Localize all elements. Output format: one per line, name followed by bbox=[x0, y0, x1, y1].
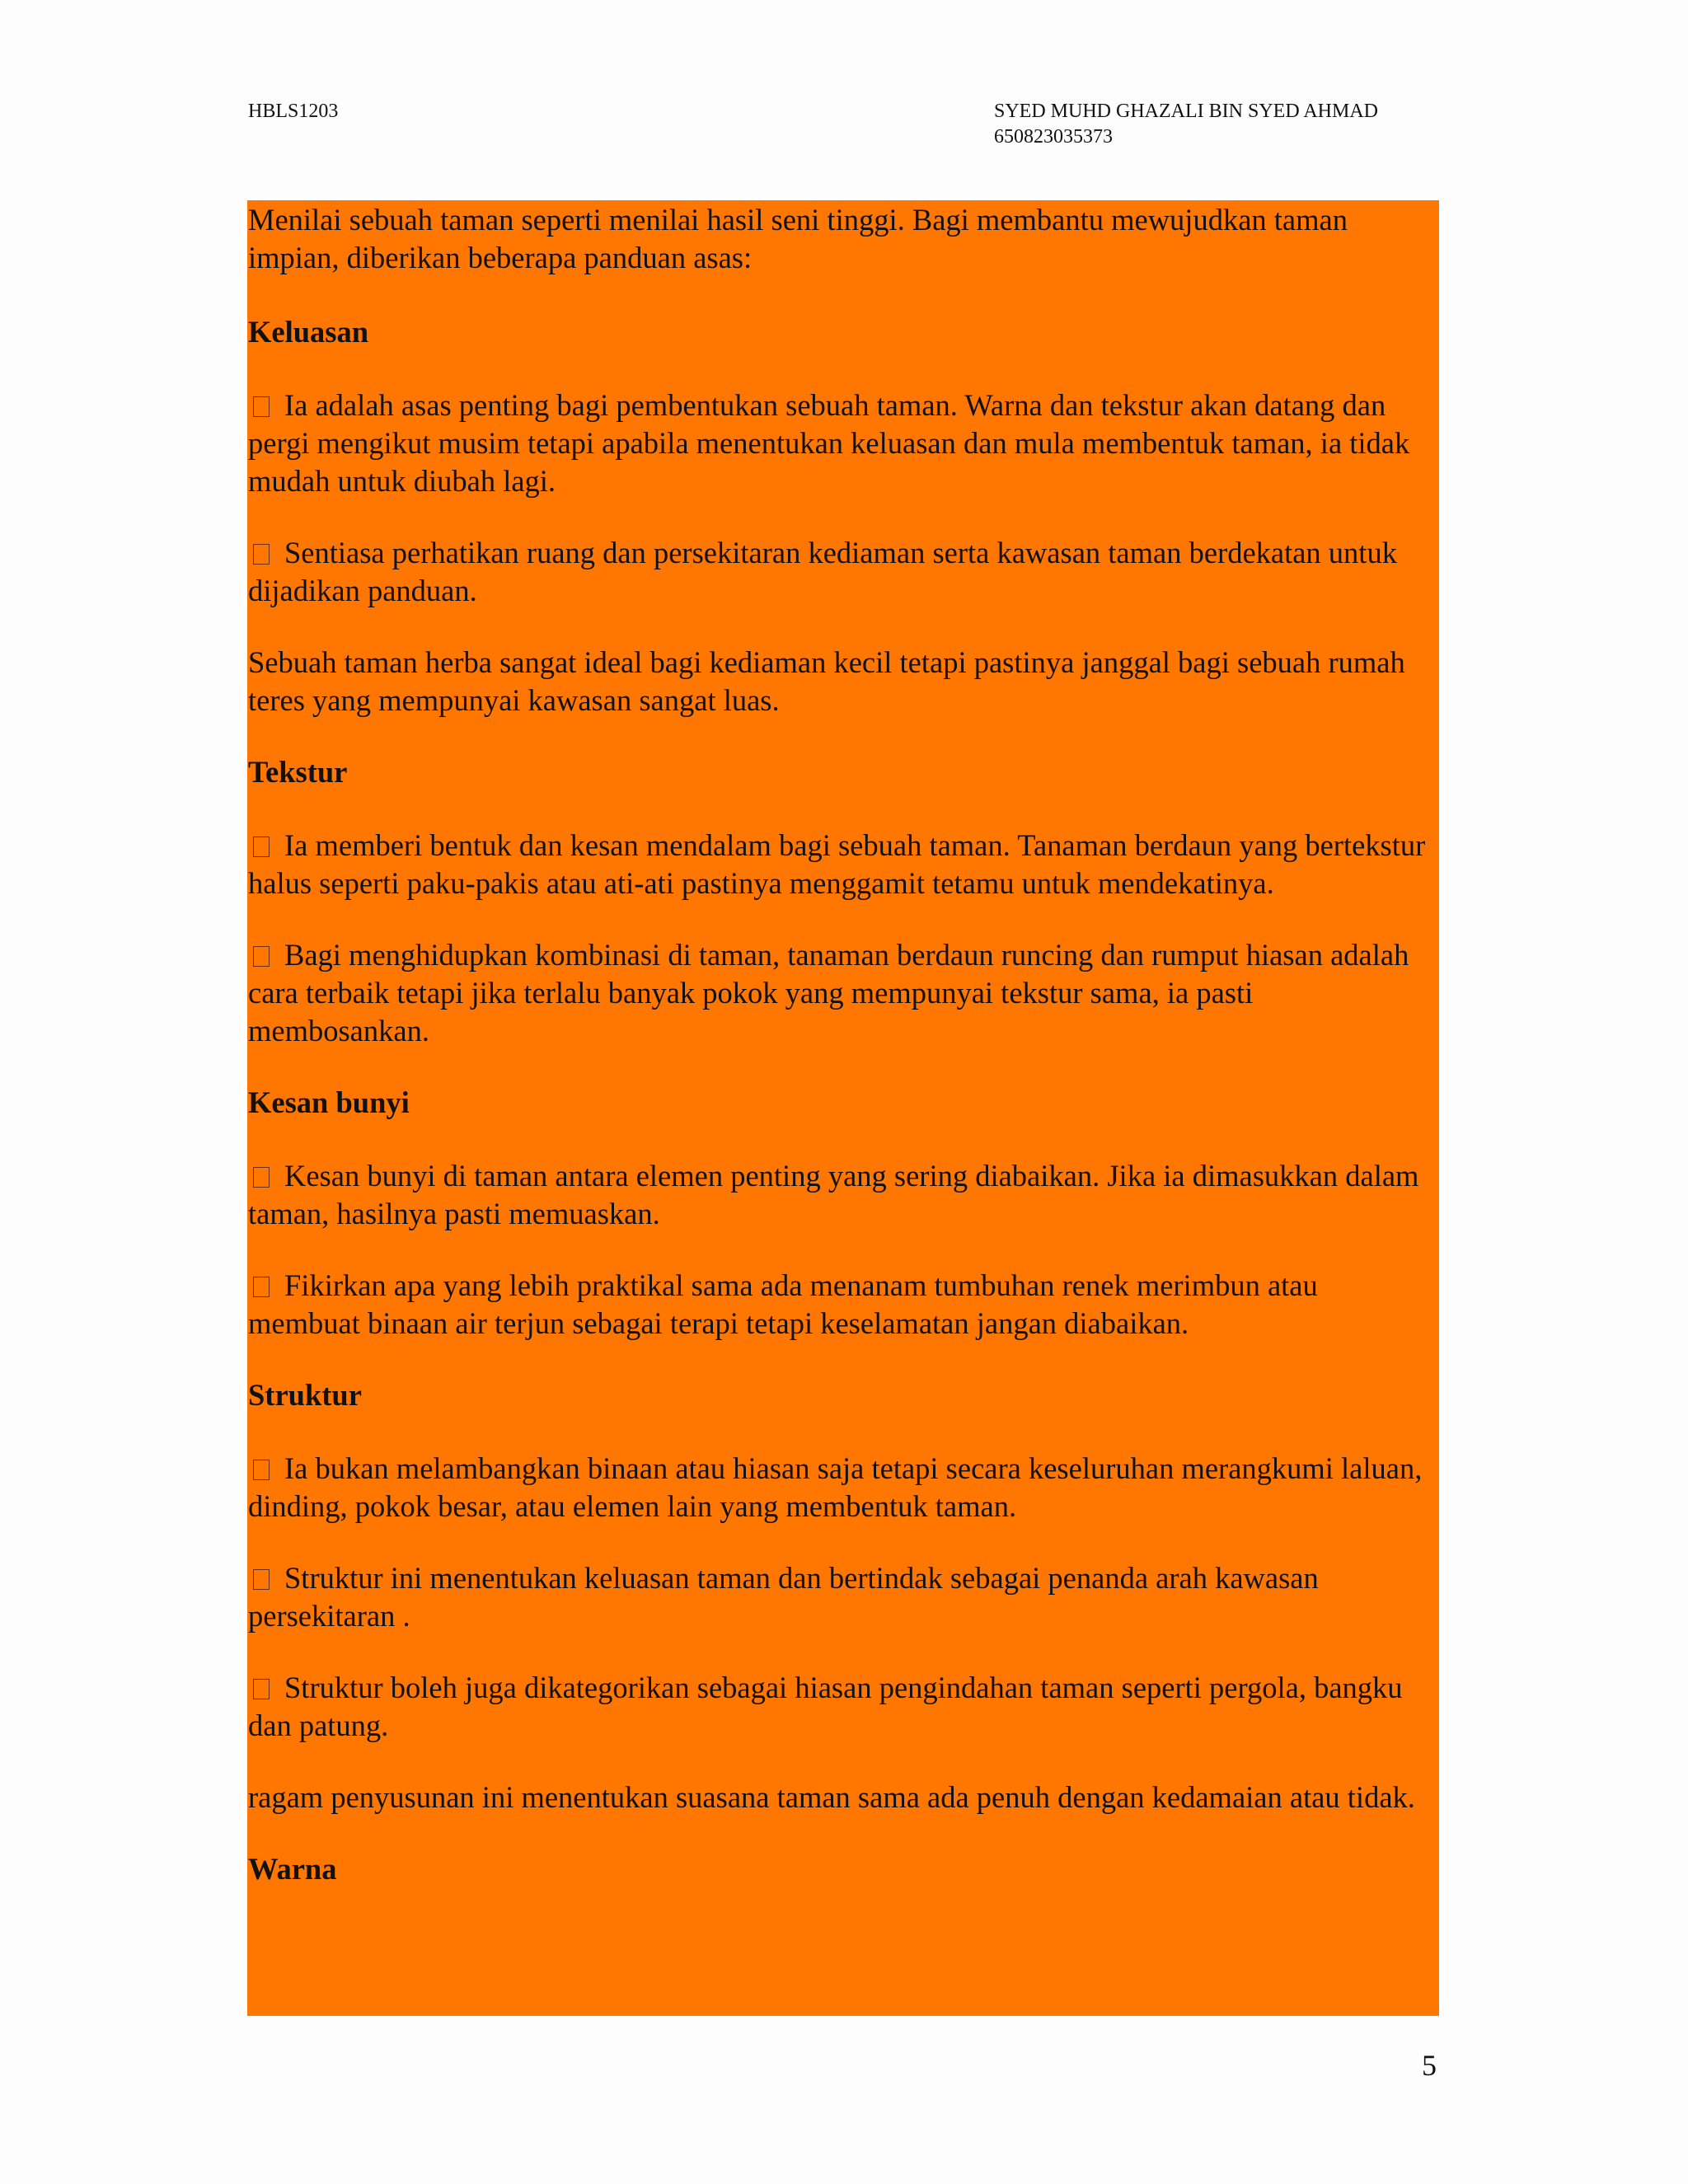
bullet-text: Kesan bunyi di taman antara elemen penting yang sering diabaikan. Jika ia dimasukkan dalam taman, hasilnya pasti memuaskan. bbox=[248, 1159, 1419, 1230]
bullet-item bbox=[248, 936, 1435, 1050]
bullet-item bbox=[248, 1267, 1435, 1343]
header-author-name: SYED MUHD GHAZALI BIN SYED AHMAD bbox=[994, 101, 1378, 122]
intro-paragraph: Menilai sebuah taman seperti menilai hasil seni tinggi. Bagi membantu mewujudkan taman impian, diberikan beberapa panduan asas: bbox=[248, 203, 1348, 274]
bullet-box-icon bbox=[253, 837, 270, 857]
section-note: ragam penyusunan ini menentukan suasana taman sama ada penuh dengan kedamaian atau tidak. bbox=[248, 1780, 1415, 1814]
section-heading-kesan-bunyi: Kesan bunyi bbox=[248, 1085, 410, 1119]
section-heading-struktur: Struktur bbox=[248, 1378, 362, 1412]
section-heading-keluasan: Keluasan bbox=[248, 315, 369, 349]
page-number: 5 bbox=[1422, 2049, 1437, 2082]
bullet-box-icon bbox=[253, 1460, 270, 1480]
header-course-code: HBLS1203 bbox=[248, 101, 339, 122]
bullet-item bbox=[248, 827, 1435, 902]
bullet-item bbox=[248, 1559, 1435, 1635]
bullet-text: Ia memberi bentuk dan kesan mendalam bagi sebuah taman. Tanaman berdaun yang bertekstur halus seperti paku-pakis atau ati-ati pastinya menggamit tetamu untuk mendekatinya. bbox=[248, 828, 1426, 900]
bullet-item bbox=[248, 1450, 1435, 1526]
header-author-id: 650823035373 bbox=[994, 126, 1113, 148]
bullet-box-icon bbox=[253, 396, 270, 417]
bullet-box-icon bbox=[253, 1679, 270, 1699]
bullet-text: Ia bukan melambangkan binaan atau hiasan saja tetapi secara keseluruhan merangkumi laluan, dinding, pokok besar, atau elemen lain yang membentuk taman. bbox=[248, 1451, 1423, 1523]
bullet-box-icon bbox=[253, 544, 270, 565]
bullet-text: Struktur ini menentukan keluasan taman dan bertindak sebagai penanda arah kawasan persekitaran . bbox=[248, 1561, 1319, 1633]
bullet-text: Ia adalah asas penting bagi pembentukan sebuah taman. Warna dan tekstur akan datang dan pergi mengikut musim tetapi apabila menentukan keluasan dan mula membentuk taman, ia tidak mudah untuk diubah lagi. bbox=[248, 388, 1410, 498]
bullet-box-icon bbox=[253, 1277, 270, 1297]
document-body bbox=[248, 201, 1435, 1924]
section-heading-warna: Warna bbox=[248, 1852, 337, 1886]
header-author-block bbox=[994, 99, 1378, 150]
section-heading-tekstur: Tekstur bbox=[248, 755, 348, 789]
bullet-box-icon bbox=[253, 946, 270, 967]
bullet-text: Sentiasa perhatikan ruang dan persekitaran kediaman serta kawasan taman berdekatan untuk dijadikan panduan. bbox=[248, 536, 1397, 607]
bullet-item bbox=[248, 387, 1435, 500]
bullet-box-icon bbox=[253, 1569, 270, 1590]
section-note: Sebuah taman herba sangat ideal bagi kediaman kecil tetapi pastinya janggal bagi sebuah rumah teres yang mempunyai kawasan sangat luas. bbox=[248, 645, 1405, 717]
bullet-text: Fikirkan apa yang lebih praktikal sama ada menanam tumbuhan renek merimbun atau membuat binaan air terjun sebagai terapi tetapi keselamatan jangan diabaikan. bbox=[248, 1268, 1318, 1340]
bullet-text: Struktur boleh juga dikategorikan sebagai hiasan pengindahan taman seperti pergola, bangku dan patung. bbox=[248, 1671, 1403, 1742]
bullet-box-icon bbox=[253, 1167, 270, 1188]
bullet-item bbox=[248, 1157, 1435, 1233]
bullet-text: Bagi menghidupkan kombinasi di taman, tanaman berdaun runcing dan rumput hiasan adalah cara terbaik tetapi jika terlalu banyak pokok yang mempunyai tekstur sama, ia pasti membosankan. bbox=[248, 938, 1409, 1047]
bullet-item bbox=[248, 534, 1435, 610]
bullet-item bbox=[248, 1669, 1435, 1745]
